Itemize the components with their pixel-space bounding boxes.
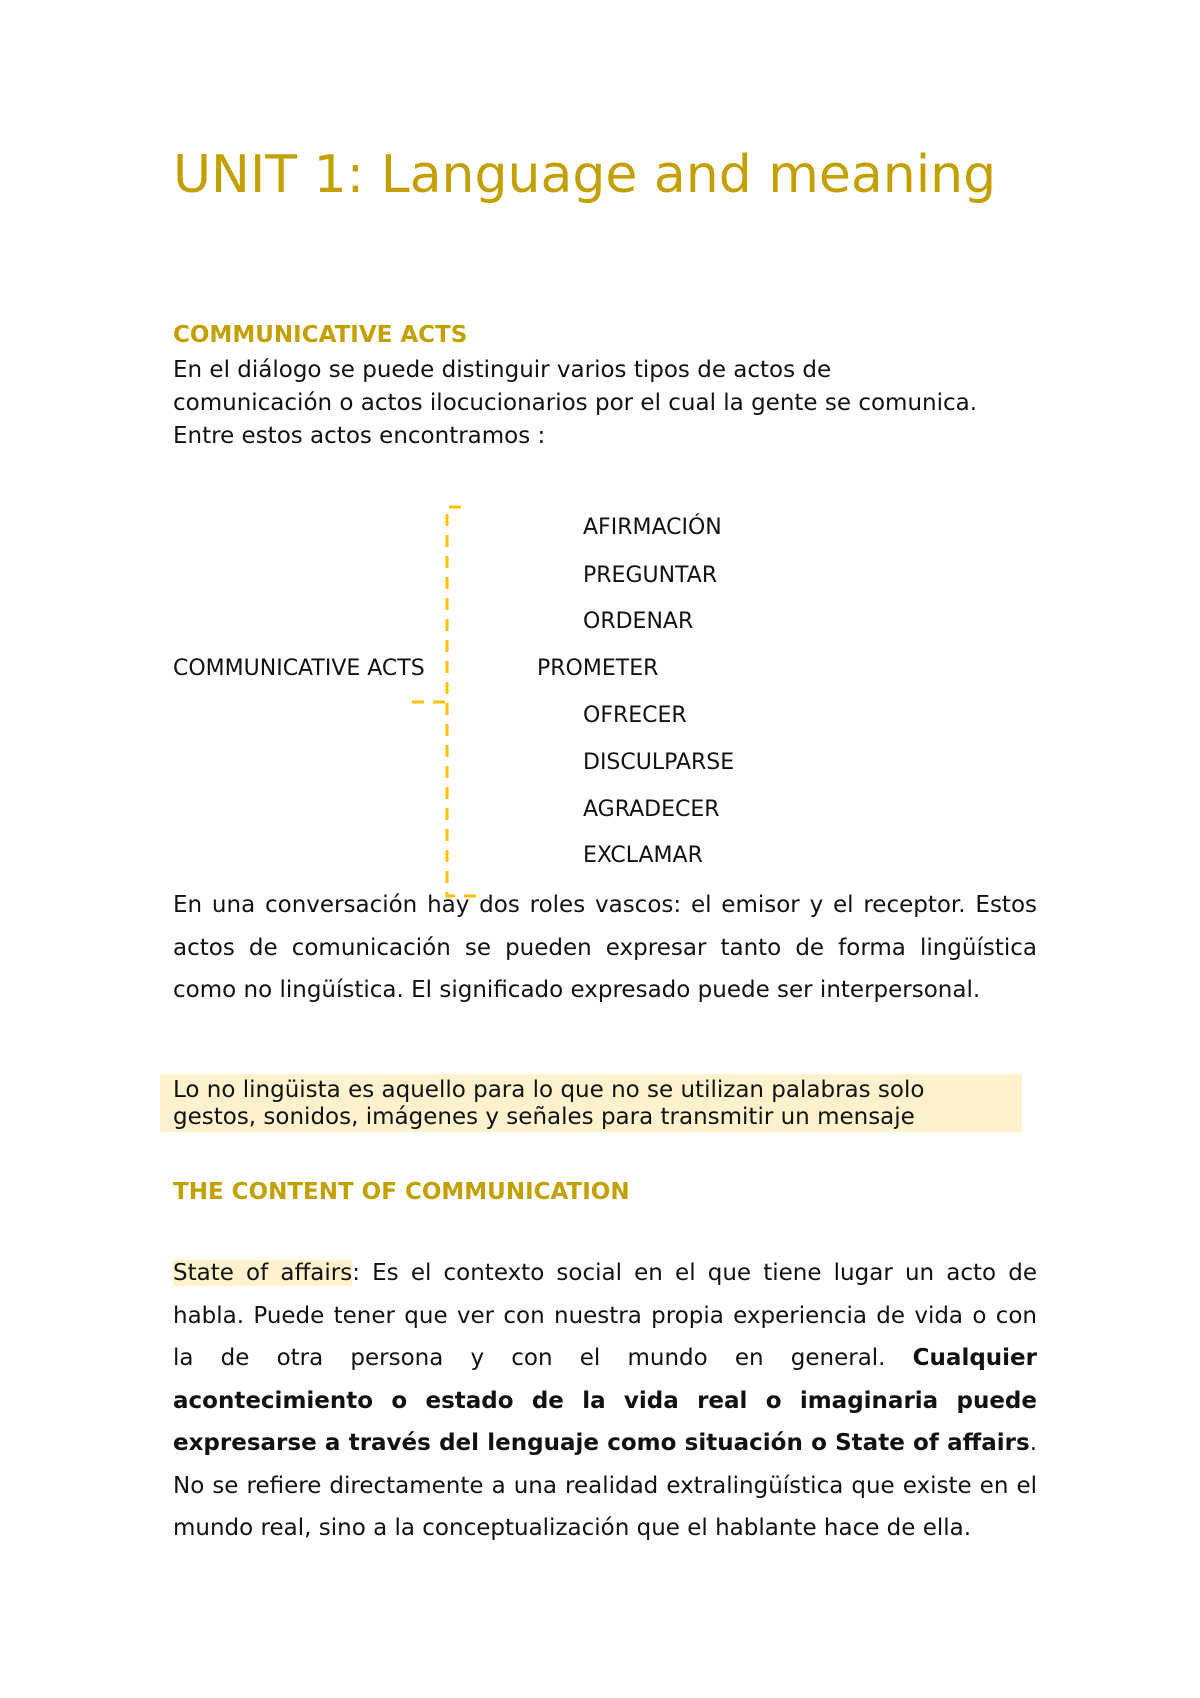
definition-bold: Cualquier acontecimiento o estado de la vida real o imaginaria puede expresarse a través del lenguaje como situación o State of affairs	[173, 1345, 1037, 1456]
definition-text-continued: . No se refiere directamente a una realidad extralingüística que existe en el mundo real, sino a la conceptualización que el hablante hace de ella.	[173, 1430, 1037, 1541]
highlighted-note	[173, 1077, 1033, 1131]
bracket-top-segment	[447, 507, 483, 896]
definition-text: : Es el contexto social en el que tiene lugar un acto de habla. Puede tener que ver con nuestra propia experiencia de vida o con la de otra persona y con el mundo en general.	[173, 1260, 1037, 1371]
page-title: UNIT 1: Language and meaning	[173, 145, 997, 205]
act-item: PREGUNTAR	[583, 563, 718, 588]
diagram-label: COMMUNICATIVE ACTS	[173, 656, 425, 681]
act-item: EXCLAMAR	[583, 843, 703, 868]
note-line: Lo no lingüista es aquello para lo que no se utilizan palabras solo	[173, 1077, 925, 1103]
act-item: OFRECER	[583, 703, 687, 728]
intro-line: Entre estos actos encontramos :	[173, 423, 546, 449]
intro-paragraph	[173, 354, 1037, 453]
state-of-affairs-paragraph	[173, 1252, 1037, 1550]
act-item: ORDENAR	[583, 609, 694, 634]
note-line: gestos, sonidos, imágenes y señales para transmitir un mensaje	[173, 1104, 915, 1130]
intro-line: En el diálogo se puede distinguir varios tipos de actos de	[173, 357, 832, 383]
act-item: PROMETER	[537, 656, 659, 681]
intro-line: comunicación o actos ilocucionarios por el cual la gente se comunica.	[173, 390, 978, 416]
section-heading-content: THE CONTENT OF COMMUNICATION	[173, 1179, 630, 1205]
act-item: AGRADECER	[583, 797, 720, 822]
section-heading-communicative-acts: COMMUNICATIVE ACTS	[173, 322, 468, 348]
act-item: DISCULPARSE	[583, 750, 735, 775]
term-highlight: State of affairs	[173, 1260, 353, 1286]
roles-paragraph: En una conversación hay dos roles vascos: el emisor y el receptor. Estos actos de comunicación se pueden expresar tanto de forma lingüística como no lingüística. El significado expresado puede ser interpersonal.	[173, 892, 1037, 1003]
act-item: AFIRMACIÓN	[583, 515, 722, 540]
